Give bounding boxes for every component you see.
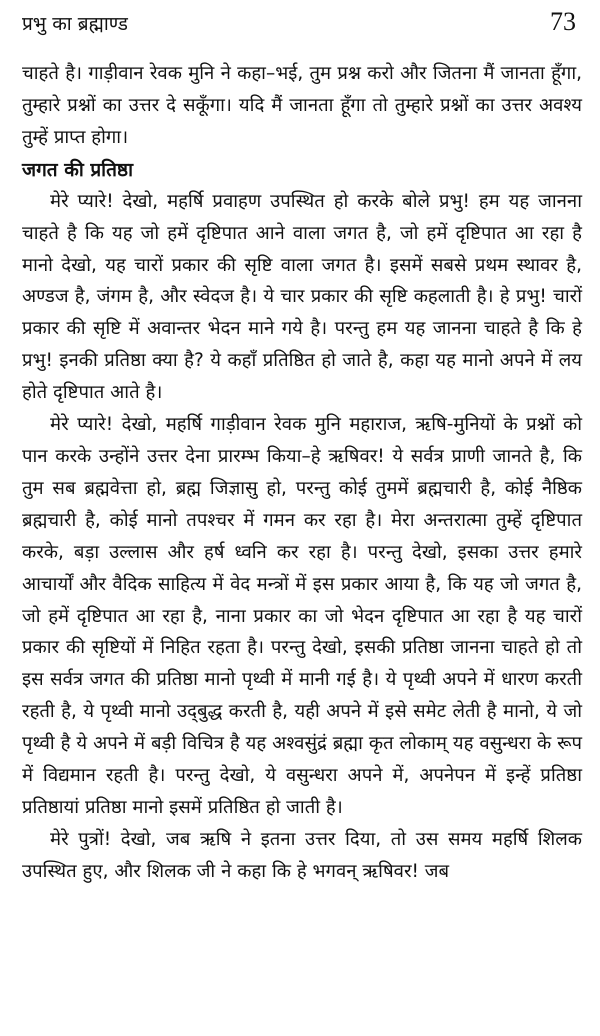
paragraph-2: मेरे प्यारे! देखो, महर्षि प्रवाहण उपस्थित हो करके बोले प्रभु! हम यह जानना चाहते है कि यह जो हमें दृष्टिपात आने वाला जगत है, जो हमें दृष्टिपात आ रहा है मानो देखो, यह चारों प्रकार की सृष्टि वाला जगत है। इसमें सबसे प्रथम स्थावर है, अण्डज है, जंगम है, और स्वेदज है। ये चार प्रकार की सृष्टि कहलाती है। हे प्रभु! चारों प्रकार की सृष्टि में अवान्तर भेदन माने गये है। परन्तु हम यह जानना चाहते है कि हे प्रभु! इनकी प्रतिष्ठा क्या है? ये कहाँ प्रतिष्ठित हो जाते है, कहा यह मानो अपने में लय होते दृष्टिपात आते है।	[22, 190, 582, 404]
page-number: 73	[550, 7, 576, 36]
section-heading: जगत की प्रतिष्ठा	[22, 158, 134, 181]
running-title: प्रभु का ब्रह्माण्ड	[22, 13, 128, 35]
paragraph-3: मेरे प्यारे! देखो, महर्षि गाड़ीवान रेवक मुनि महाराज, ऋषि-मुनियों के प्रश्नों को पान करके उन्होंने उत्तर देना प्रारम्भ किया–हे ऋषिवर! ये सर्वत्र प्राणी जानते है, कि तुम सब ब्रह्मवेत्ता हो, ब्रह्म जिज्ञासु हो, परन्तु कोई तुममें ब्रह्मचारी है, कोई नैष्ठिक ब्रह्मचारी है, कोई मानो तपश्चर में गमन कर रहा है। मेरा अन्तरात्मा तुम्हें दृष्टिपात करके, बड़ा उल्लास और हर्ष ध्वनि कर रहा है। परन्तु देखो, इसका उत्तर हमारे आचार्यों और वैदिक साहित्य में वेद मन्त्रों में इस प्रकार आया है, कि यह जो जगत है, जो हमें दृष्टिपात आ रहा है, नाना प्रकार का जो भेदन दृष्टिपात आ रहा है यह चारों प्रकार की सृष्टियों में निहित रहता है। परन्तु देखो, इसकी प्रतिष्ठा जानना चाहते हो तो इस सर्वत्र जगत की प्रतिष्ठा मानो पृथ्वी में मानी गई है। ये पृथ्वी अपने में धारण करती रहती है, ये पृथ्वी मानो उद्‌बुद्ध करती है, यही अपने में इसे समेट लेती है मानो, ये जो पृथ्वी है ये अपने में बड़ी विचित्र है यह अश्वसुंद्रं ब्रह्मा कृत लोकाम् यह वसुन्धरा के रूप में विद्यमान रहती है। परन्तु देखो, ये वसुन्धरा अपने में, अपनेपन में इन्हें प्रतिष्ठा प्रतिष्ठायां प्रतिष्ठा मानो इसमें प्रतिष्ठित हो जाती है।	[22, 414, 582, 818]
paragraph-4: मेरे पुत्रों! देखो, जब ऋषि ने इतना उत्तर दिया, तो उस समय महर्षि शिलक उपस्थित हुए, और शिलक जी ने कहा कि हे भगवन् ऋषिवर! जब	[22, 828, 582, 882]
page-header	[22, 0, 582, 44]
paragraph-1: चाहते है। गाड़ीवान रेवक मुनि ने कहा–भई, तुम प्रश्न करो और जितना मैं जानता हूँगा, तुम्हारे प्रश्नों का उत्तर दे सकूँगा। यदि मैं जानता हूँगा तो तुम्हारे प्रश्नों का उत्तर अवश्य तुम्हें प्राप्त होगा।	[22, 63, 582, 148]
page-body	[22, 58, 582, 888]
